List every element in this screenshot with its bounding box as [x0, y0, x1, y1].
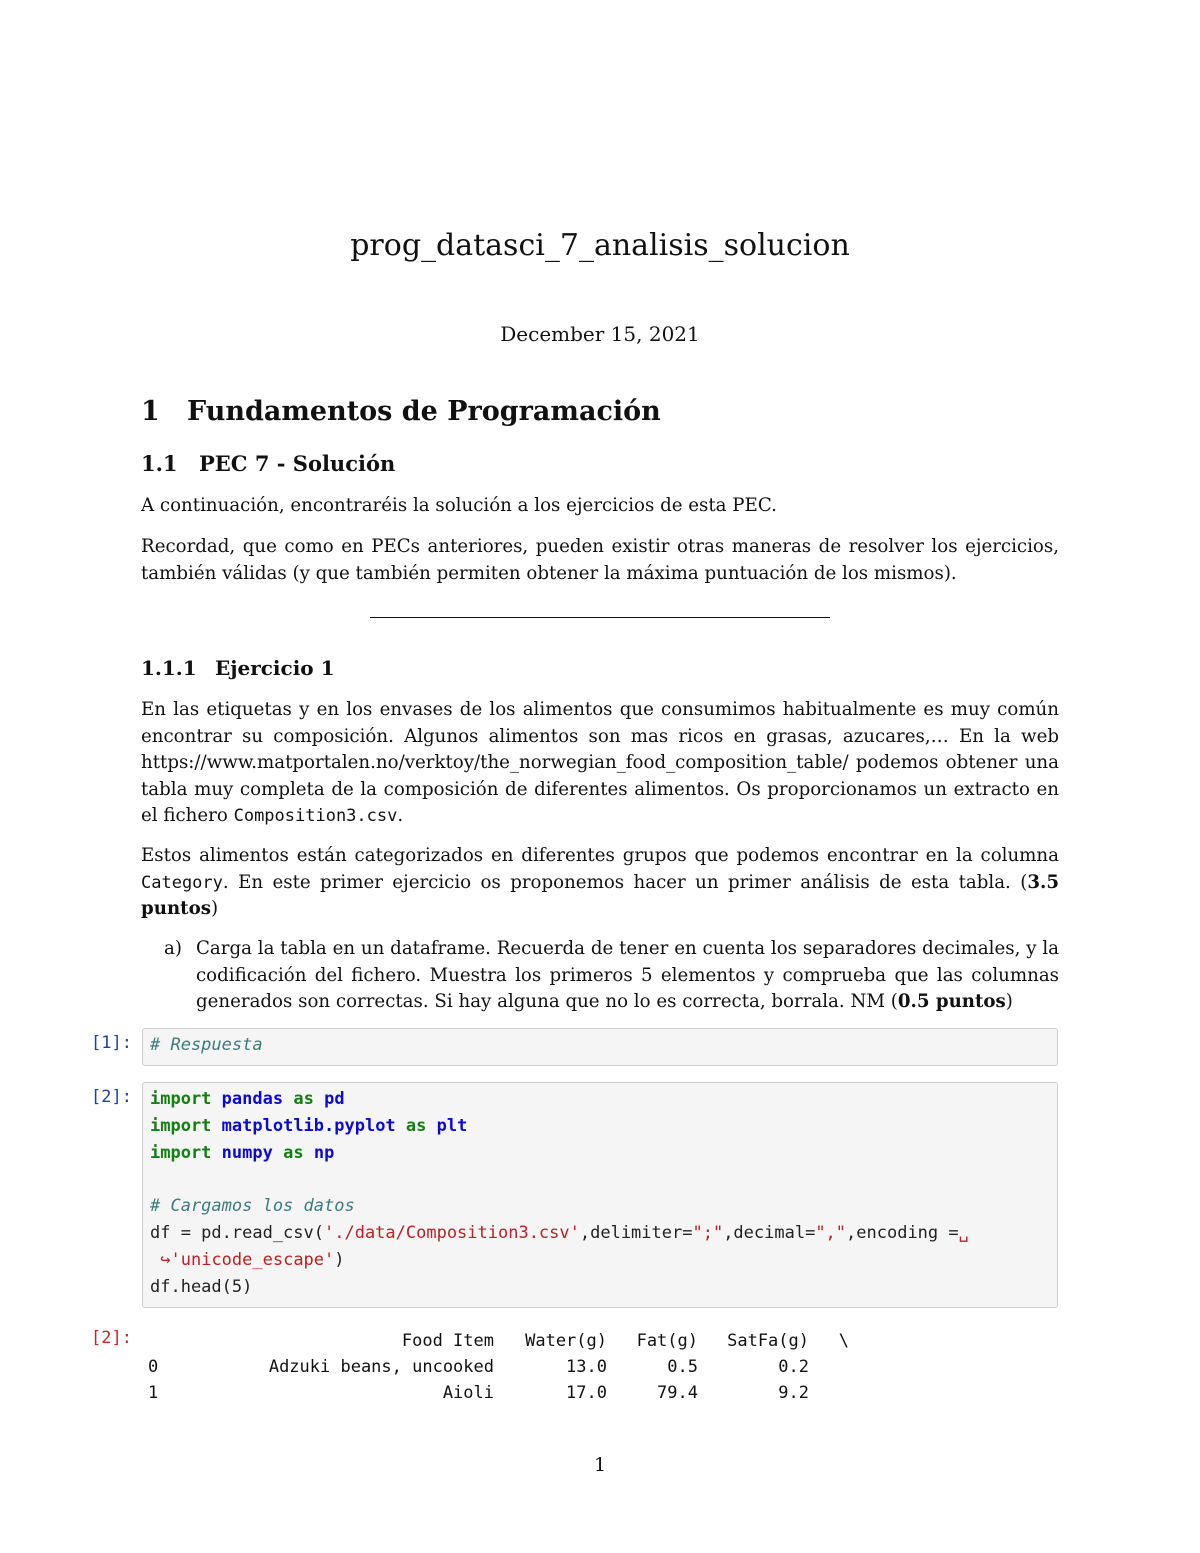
cell-1-prompt: [1]:	[91, 1033, 132, 1053]
table-cell: 13.0	[566, 1357, 607, 1377]
code-cell-1[interactable]	[142, 1028, 1058, 1066]
code-text: df = pd.read_csv(	[150, 1222, 324, 1243]
document-title: prog_datasci_7_analisis_solucion	[350, 228, 850, 263]
code-module: numpy	[221, 1142, 273, 1163]
table-cell: 0.2	[778, 1357, 809, 1377]
exercise-paragraph-1-text: En las etiquetas y en los envases de los alimentos que consumimos habitualmente es muy común encontrar su composición. Algunos alimentos son mas ricos en grasas, azucares,… En la web https://www.matportalen.no/verktoy/the_norwegian_food_composition_table/ podemos obtener una tabla muy completa de la composición de diferentes alimentos. Os proporcionamos un extracto en el fichero	[141, 699, 1059, 826]
subsection-heading	[141, 451, 395, 476]
exercise-paragraph-2	[141, 843, 1059, 923]
code-comment: # Respuesta	[150, 1035, 263, 1055]
code-keyword: as	[293, 1089, 314, 1109]
table-row	[148, 1354, 849, 1380]
code-string: ","	[815, 1222, 847, 1243]
code-cell-1-source[interactable]	[150, 1032, 1050, 1059]
code-module: matplotlib.pyplot	[221, 1115, 396, 1136]
row-index: 1	[148, 1383, 159, 1403]
document-date: December 15, 2021	[500, 322, 700, 346]
table-cell: 9.2	[778, 1383, 809, 1403]
section-heading	[141, 396, 661, 427]
subsection-number: 1.1	[141, 451, 178, 476]
table-cell: 79.4	[657, 1383, 698, 1403]
horizontal-rule	[370, 617, 830, 618]
code-keyword: import	[150, 1089, 212, 1109]
cell-2-prompt: [2]:	[91, 1087, 132, 1107]
list-item-body: Carga la tabla en un dataframe. Recuerda de tener en cuenta los separadores decimales, y la codificación del fichero. Muestra los primeros 5 elementos y comprueba que las columnas generados son correctas. Si hay alguna que no lo es correcta, borrala. NM (	[196, 938, 1059, 1012]
table-cell: Adzuki beans, uncooked	[268, 1357, 494, 1377]
code-text: ,encoding =	[846, 1222, 959, 1243]
code-alias: plt	[436, 1115, 468, 1136]
section-title: Fundamentos de Programación	[187, 396, 661, 427]
table-cell: 17.0	[566, 1383, 607, 1403]
code-keyword: as	[405, 1115, 427, 1136]
code-string: './data/Composition3.csv'	[324, 1222, 580, 1243]
dataframe-table	[148, 1328, 849, 1406]
intro-paragraph-1: A continuación, encontraréis la solución a los ejercicios de esta PEC.	[141, 495, 777, 516]
code-keyword: as	[283, 1142, 304, 1163]
code-module: pandas	[221, 1089, 284, 1109]
table-header-row	[148, 1328, 849, 1354]
code-text: ,decimal=	[723, 1222, 816, 1243]
subsection-title: PEC 7 - Solución	[199, 451, 396, 476]
filename-code: Composition3.csv	[233, 806, 398, 826]
list-item-end: )	[1005, 991, 1013, 1012]
code-alias: pd	[324, 1089, 345, 1109]
code-text: )	[334, 1249, 345, 1270]
subsubsection-title: Ejercicio 1	[215, 656, 335, 680]
column-header: Water(g)	[525, 1331, 607, 1351]
line-wrap-mark: ␣	[958, 1222, 969, 1243]
column-header: Food Item	[401, 1331, 494, 1351]
code-string: ";"	[692, 1222, 724, 1243]
code-text: ,delimiter=	[579, 1222, 693, 1243]
list-item-text	[196, 936, 1059, 1016]
exercise-points: 3.5 puntos	[141, 871, 1059, 919]
code-keyword: import	[150, 1142, 212, 1163]
page-number: 1	[593, 1454, 607, 1476]
code-alias: np	[313, 1142, 335, 1163]
list-marker: a)	[164, 938, 182, 959]
intro-paragraph-2: Recordad, que como en PECs anteriores, pueden existir otras maneras de resolver los ejercicios, también válidas (y que también permiten obtener la máxima puntuación de los mismos).	[141, 536, 1059, 584]
table-cell: 0.5	[667, 1357, 698, 1377]
row-index: 0	[148, 1357, 159, 1377]
code-cell-2-source[interactable]	[150, 1086, 1050, 1300]
category-code: Category	[141, 872, 223, 893]
exercise-paragraph-2-text-a: Estos alimentos están categorizados en diferentes grupos que podemos encontrar en la columna	[141, 845, 1059, 866]
exercise-paragraph-2-text-b: . En este primer ejercicio os proponemos hacer un primer análisis de esta tabla. (	[222, 871, 1028, 893]
column-continuation: \	[838, 1331, 849, 1351]
code-comment: # Cargamos los datos	[150, 1196, 355, 1217]
subsubsection-number: 1.1.1	[141, 656, 197, 680]
table-cell: Aioli	[442, 1383, 494, 1403]
exercise-paragraph-1	[141, 697, 1059, 830]
section-number: 1	[141, 396, 160, 427]
list-item-a	[164, 936, 1059, 1016]
code-keyword: import	[150, 1115, 212, 1136]
output-2-prompt: [2]:	[91, 1328, 132, 1348]
column-header: SatFa(g)	[727, 1331, 809, 1351]
exercise-paragraph-1-end: .	[397, 805, 404, 826]
table-row	[148, 1380, 849, 1406]
line-wrap-arrow-icon: ↪	[160, 1249, 171, 1270]
code-cell-2[interactable]	[142, 1082, 1058, 1308]
column-header: Fat(g)	[636, 1331, 698, 1351]
subsubsection-heading	[141, 656, 335, 680]
dataframe-output	[148, 1328, 849, 1406]
exercise-paragraph-2-end: )	[210, 898, 219, 919]
code-string: 'unicode_escape'	[170, 1249, 335, 1270]
list-item-points: 0.5 puntos	[897, 991, 1006, 1012]
code-text: df.head(5)	[150, 1276, 253, 1297]
